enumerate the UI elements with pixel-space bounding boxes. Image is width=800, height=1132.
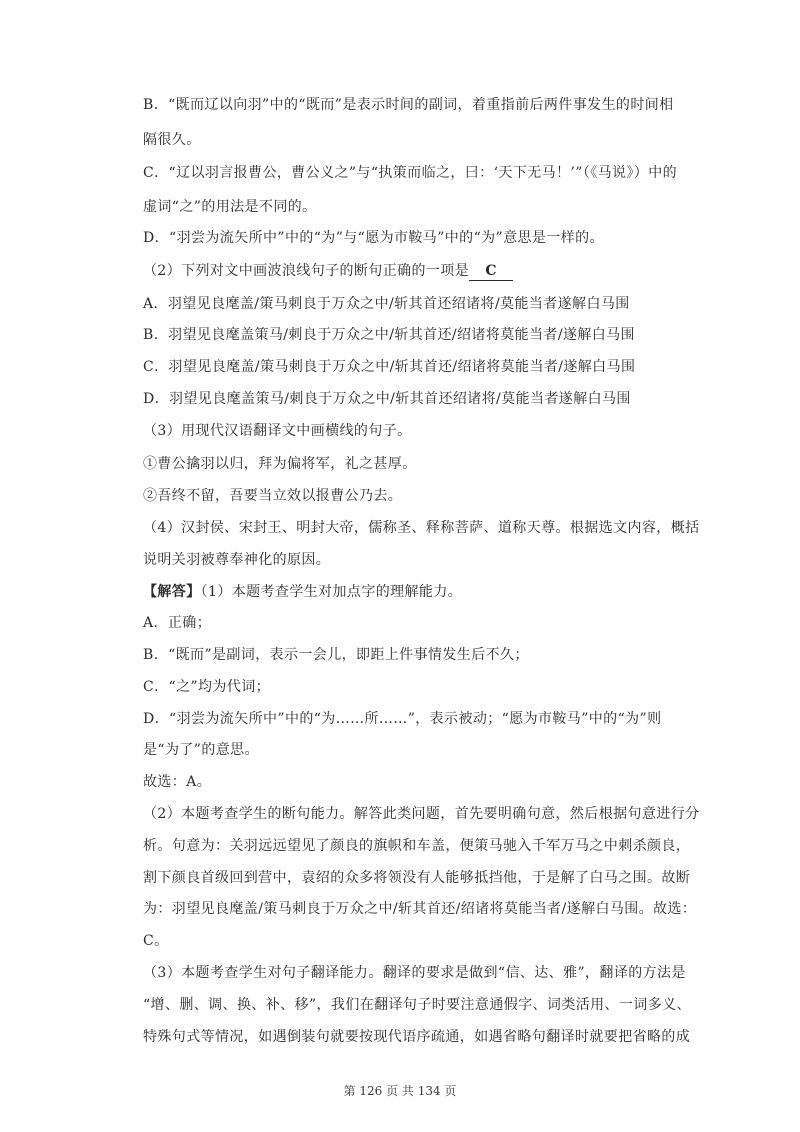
- option-b-line-1: B．“既而辽以向羽”中的“既而”是表示时间的副词，着重指前后两件事发生的时间相: [143, 97, 674, 113]
- answer-intro-line: [143, 583, 700, 601]
- a2-line-2: 析。句意为：关羽远远望见了颜良的旗帜和车盖，便策马驰入千军万马之中刺杀颜良，: [143, 838, 691, 854]
- option-c-line-2: 虚词“之”的用法是不同的。: [143, 199, 317, 215]
- option-b-line-2: 隔很久。: [143, 132, 201, 148]
- a2-line-5: C。: [143, 933, 169, 949]
- a1-option-d-1: D．“羽尝为流矢所中”中的“为……所……”，表示被动；“愿为市鞍马”中的“为”则: [143, 711, 662, 727]
- a3-line-3: 特殊句式等情况，如遇倒装句就要按现代语序疏通，如遇省略句翻译时就要把省略的成: [143, 1029, 691, 1045]
- q2-option-b: B．羽望见良麾盖策马/刺良于万众之中/斩其首还/绍诸将莫能当者/遂解白马围: [143, 327, 635, 343]
- q3-sentence-2: ②吾终不留，吾要当立效以报曹公乃去。: [143, 488, 403, 504]
- a2-line-4: 为：羽望见良麾盖/策马刺良于万众之中/斩其首还/绍诸将莫能当者/遂解白马围。故选：: [143, 901, 697, 917]
- a1-choice: 故选：A。: [143, 774, 212, 790]
- a2-line-1: （2）本题考查学生的断句能力。解答此类问题，首先要明确句意，然后根据句意进行分: [143, 806, 700, 822]
- question-2-text: （2）下列对文中画波浪线句子的断句正确的一项是: [143, 263, 470, 279]
- option-d-line: D．“羽尝为流矢所中”中的“为”与“愿为市鞍马”中的“为”意思是一样的。: [143, 230, 604, 246]
- a1-option-a: A．正确；: [143, 615, 212, 631]
- question-3-line: （3）用现代汉语翻译文中画横线的句子。: [143, 423, 412, 439]
- page-footer: 第 126 页 共 134 页: [343, 1084, 457, 1098]
- option-c-line-1: C．“辽以羽言报曹公，曹公义之”与“执策而临之，曰：‘天下无马！’”（《马说》）中的: [143, 165, 678, 181]
- answer-intro-text: （1）本题考查学生对加点字的理解能力。: [200, 584, 463, 600]
- a1-option-b: B．“既而”是副词，表示一会儿，即距上件事情发生后不久；: [143, 647, 529, 663]
- a3-line-2: “增、删、调、换、补、移”，我们在翻译句子时要注意通假字、词类活用、一词多义、: [143, 997, 691, 1013]
- question-4-line-2: 说明关羽被尊奉神化的原因。: [143, 552, 331, 568]
- a3-line-1: （3）本题考查学生对句子翻译能力。翻译的要求是做到“信、达、雅”，翻译的方法是: [143, 965, 686, 981]
- q2-option-c: C．羽望见良麾盖/策马刺良于万众之中/斩其首还/绍诸将莫能当者/遂解白马围: [143, 359, 636, 375]
- a1-option-c: C．“之”均为代词；: [143, 679, 271, 695]
- question-2-line: [143, 262, 700, 281]
- q2-option-d: D．羽望见良麾盖策马/刺良于万众之中/斩其首还绍诸将/莫能当者遂解白马围: [143, 391, 631, 407]
- a2-line-3: 割下颜良首级回到营中，袁绍的众多将领没有人能够抵挡他，于是解了白马之围。故断: [143, 870, 691, 886]
- answer-blank: C: [469, 262, 513, 281]
- q3-sentence-1: ①曹公擒羽以归，拜为偏将军，礼之甚厚。: [143, 456, 417, 472]
- q2-option-a: A．羽望见良麾盖/策马刺良于万众之中/斩其首还绍诸将/莫能当者遂解白马围: [143, 296, 630, 312]
- question-4-line-1: （4）汉封侯、宋封王、明封大帝，儒称圣、释称菩萨、道称天尊。根据选文内容，概括: [143, 520, 700, 536]
- answer-label: 【解答】: [143, 584, 201, 600]
- a1-option-d-2: 是“为了”的意思。: [143, 742, 259, 758]
